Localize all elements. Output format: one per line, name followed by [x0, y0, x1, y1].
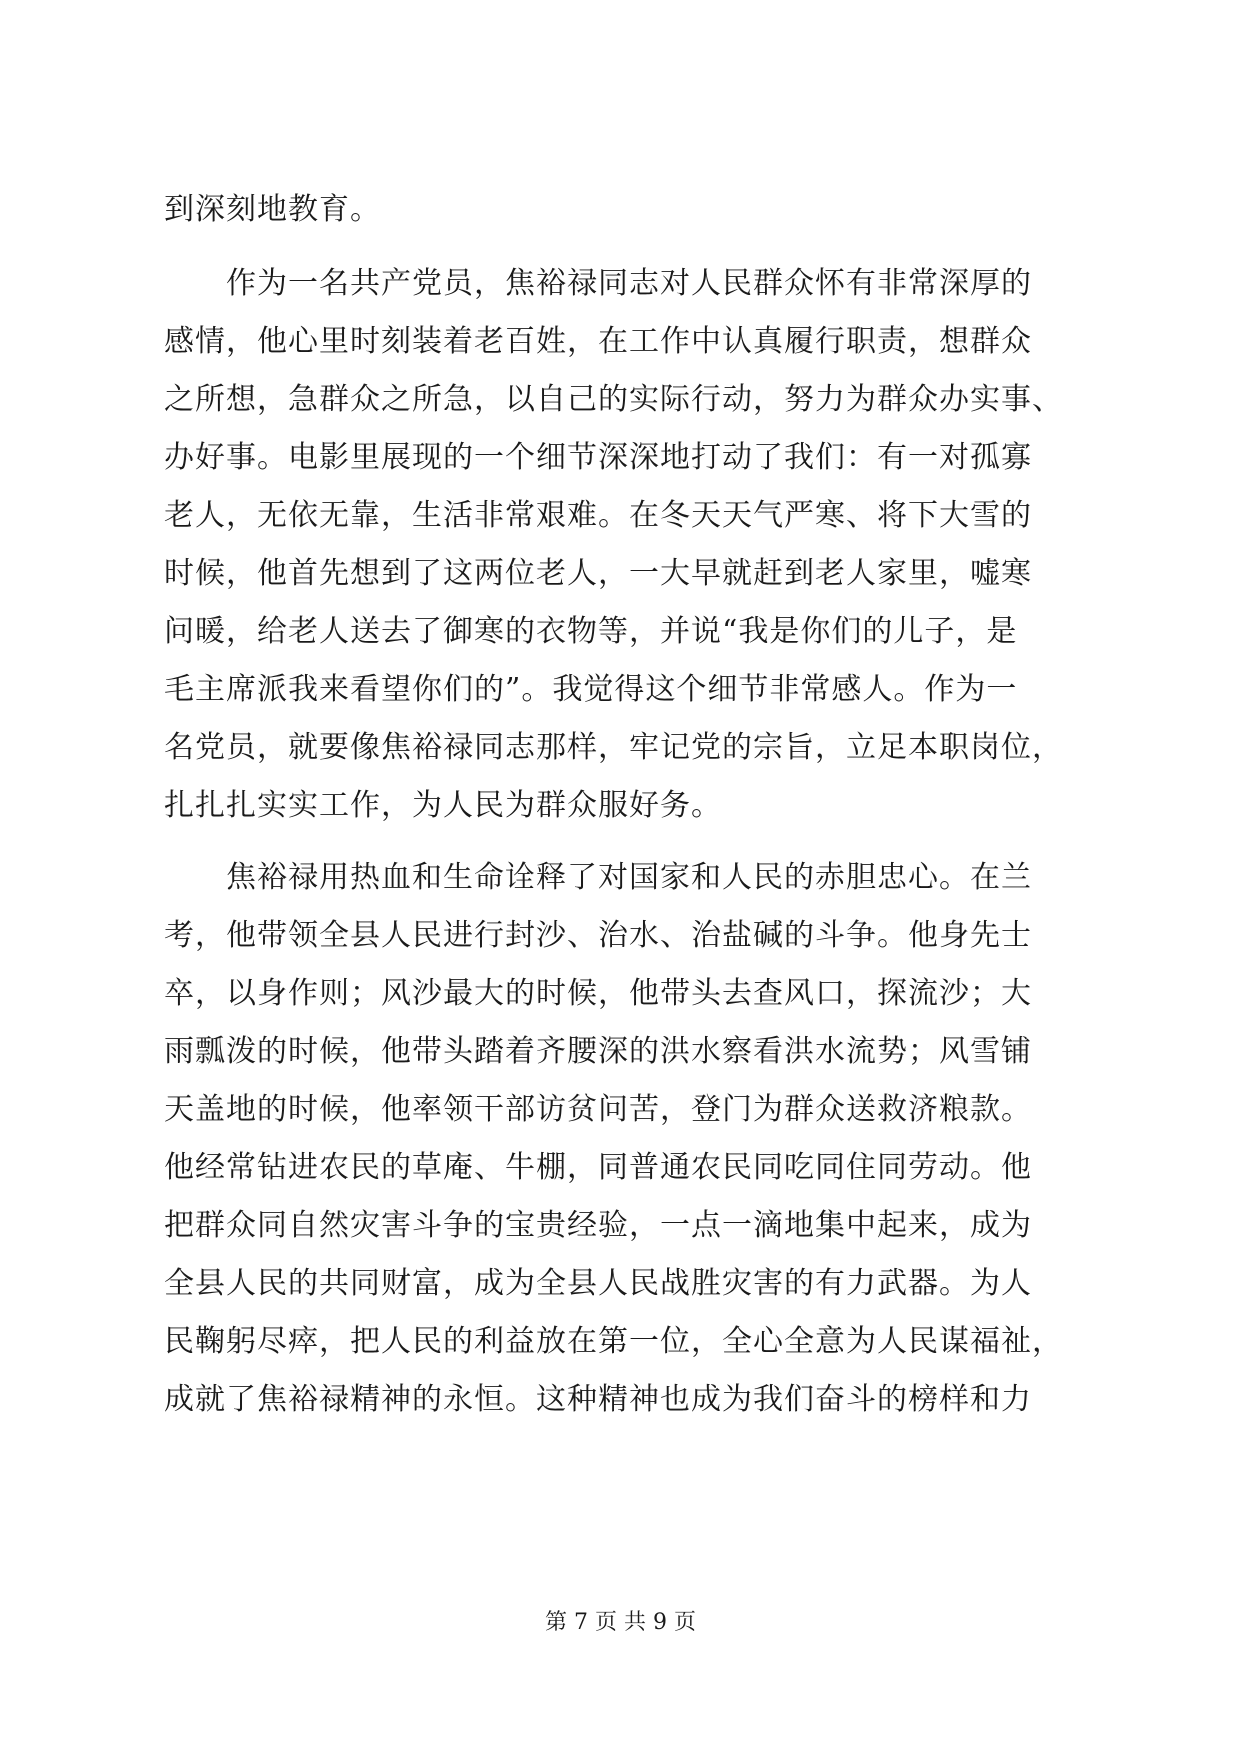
- text-line: 办好事。电影里展现的一个细节深深地打动了我们：有一对孤寡: [164, 440, 1032, 475]
- text-line: 他经常钻进农民的草庵、牛棚，同普通农民同吃同住同劳动。他: [164, 1150, 1032, 1185]
- text-line: 成就了焦裕禄精神的永恒。这种精神也成为我们奋斗的榜样和力: [164, 1382, 1032, 1417]
- text-line: 民鞠躬尽瘁，把人民的利益放在第一位，全心全意为人民谋福祉，: [164, 1324, 1063, 1359]
- text-line: 作为一名共产党员，焦裕禄同志对人民群众怀有非常深厚的: [164, 266, 1032, 301]
- text-line: 雨瓢泼的时候，他带头踏着齐腰深的洪水察看洪水流势；风雪铺: [164, 1034, 1032, 1069]
- text-line: 全县人民的共同财富，成为全县人民战胜灾害的有力武器。为人: [164, 1266, 1032, 1301]
- text-line: 问暖，给老人送去了御寒的衣物等，并说“我是你们的儿子，是: [164, 614, 1018, 649]
- text-line: 天盖地的时候，他率领干部访贫问苦，登门为群众送救济粮款。: [164, 1092, 1032, 1127]
- text-line: 扎扎扎实实工作，为人民为群众服好务。: [164, 788, 722, 823]
- text-line: 到深刻地教育。: [164, 192, 381, 227]
- text-line: 之所想，急群众之所急，以自己的实际行动，努力为群众办实事、: [164, 382, 1063, 417]
- page-number-footer: 第 7 页 共 9 页: [545, 1610, 696, 1635]
- text-line: 时候，他首先想到了这两位老人，一大早就赶到老人家里，嘘寒: [164, 556, 1032, 591]
- text-line: 焦裕禄用热血和生命诠释了对国家和人民的赤胆忠心。在兰: [164, 860, 1032, 895]
- text-line: 老人，无依无靠，生活非常艰难。在冬天天气严寒、将下大雪的: [164, 498, 1032, 533]
- text-line: 考，他带领全县人民进行封沙、治水、治盐碱的斗争。他身先士: [164, 918, 1032, 953]
- text-line: 把群众同自然灾害斗争的宝贵经验，一点一滴地集中起来，成为: [164, 1208, 1032, 1243]
- text-line: 卒，以身作则；风沙最大的时候，他带头去查风口，探流沙；大: [164, 976, 1032, 1011]
- text-line: 毛主席派我来看望你们的”。我觉得这个细节非常感人。作为一: [164, 672, 1018, 707]
- text-line: 名党员，就要像焦裕禄同志那样，牢记党的宗旨，立足本职岗位，: [164, 730, 1063, 765]
- text-line: 感情，他心里时刻装着老百姓，在工作中认真履行职责，想群众: [164, 324, 1032, 359]
